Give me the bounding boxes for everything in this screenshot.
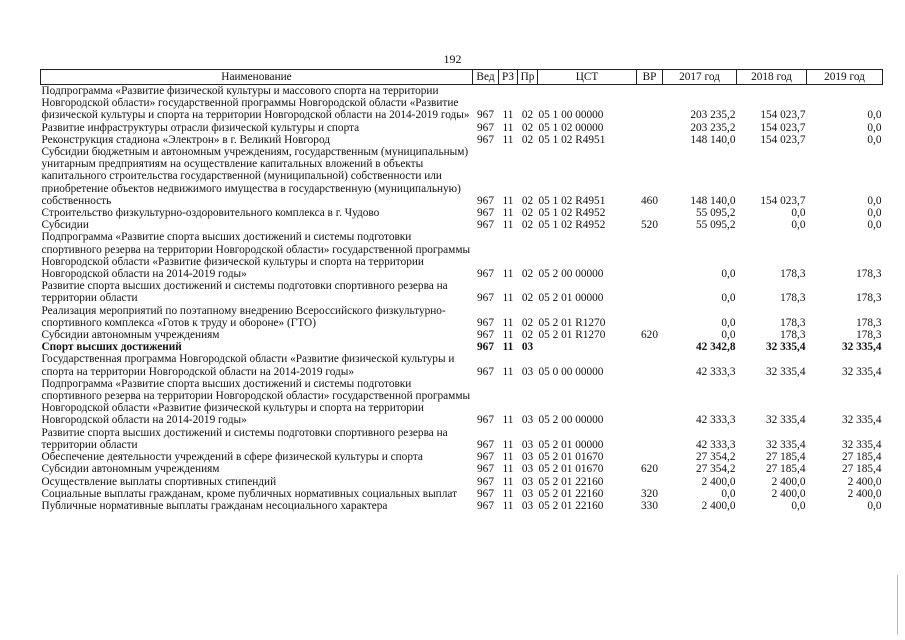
row-pr: 03 bbox=[521, 487, 534, 500]
row-cst: 05 1 02 R4952 bbox=[538, 219, 606, 232]
row-pr: 03 bbox=[521, 451, 534, 464]
row-2017: 148 140,0 bbox=[690, 194, 736, 207]
row-2017: 0,0 bbox=[721, 292, 736, 305]
table-row bbox=[41, 305, 883, 329]
row-cst: 05 2 00 00000 bbox=[538, 268, 604, 281]
row-vr bbox=[637, 122, 663, 134]
row-pr: 03 bbox=[521, 341, 534, 354]
page-number: 192 bbox=[443, 52, 462, 66]
header-pr: Пр bbox=[518, 70, 538, 85]
table-row bbox=[41, 134, 883, 146]
row-ved: 967 bbox=[477, 451, 494, 464]
row-2019: 32 335,4 bbox=[841, 438, 882, 451]
row-cst: 05 2 01 01670 bbox=[538, 463, 604, 476]
row-2019: 178,3 bbox=[856, 316, 882, 329]
table-row bbox=[41, 219, 883, 231]
row-vr bbox=[637, 85, 663, 122]
row-2018: 0,0 bbox=[791, 207, 806, 220]
row-cst: 05 2 01 01670 bbox=[538, 451, 604, 464]
row-2019: 178,3 bbox=[856, 268, 882, 281]
row-rz: 11 bbox=[502, 121, 514, 134]
row-2019: 178,3 bbox=[856, 329, 882, 342]
table-row bbox=[41, 280, 883, 304]
row-vr bbox=[637, 427, 663, 451]
row-2018: 2 400,0 bbox=[771, 487, 806, 500]
row-pr: 02 bbox=[521, 268, 534, 281]
table-row bbox=[41, 341, 883, 353]
row-2018: 154 023,7 bbox=[760, 194, 806, 207]
row-rz: 11 bbox=[502, 133, 514, 146]
row-rz: 11 bbox=[502, 365, 514, 378]
row-2019: 32 335,4 bbox=[841, 414, 882, 427]
row-vr bbox=[637, 451, 663, 463]
row-vr: 620 bbox=[641, 463, 658, 476]
header-cst: ЦСТ bbox=[538, 70, 637, 85]
row-rz: 11 bbox=[502, 329, 514, 342]
row-name: Строительство физкультурно-оздоровительного комплекса в г. Чудово bbox=[41, 207, 380, 220]
row-ved: 967 bbox=[477, 109, 494, 122]
row-ved: 967 bbox=[477, 292, 494, 305]
row-name: Обеспечение деятельности учреждений в сфере физической культуры и спорта bbox=[41, 451, 423, 464]
row-vr bbox=[637, 378, 663, 427]
row-rz: 11 bbox=[502, 438, 514, 451]
row-ved: 967 bbox=[477, 438, 494, 451]
row-cst: 05 1 02 R4951 bbox=[538, 133, 606, 146]
row-name: Реализация мероприятий по поэтапному внедрению Всероссийского физкультурно-спортивного комплекса «Готов к труду и обороне» (ГТО) bbox=[41, 304, 446, 329]
row-rz: 11 bbox=[502, 451, 514, 464]
row-2019: 0,0 bbox=[867, 194, 882, 207]
row-name: Публичные нормативные выплаты гражданам несоциального характера bbox=[41, 499, 388, 512]
header-rz: РЗ bbox=[499, 70, 518, 85]
header-2018: 2018 год bbox=[737, 70, 807, 85]
row-vr bbox=[637, 305, 663, 329]
row-2017: 42 333,3 bbox=[695, 365, 736, 378]
row-2018: 178,3 bbox=[780, 316, 806, 329]
header-name: Наименование bbox=[41, 70, 473, 85]
header-vr: ВР bbox=[637, 70, 663, 85]
header-2019: 2019 год bbox=[807, 70, 883, 85]
row-name: Развитие спорта высших достижений и системы подготовки спортивного резерва на территории области bbox=[41, 426, 448, 451]
row-2019: 32 335,4 bbox=[841, 365, 882, 378]
row-ved: 967 bbox=[477, 207, 494, 220]
table-row bbox=[41, 146, 883, 207]
row-vr bbox=[637, 207, 663, 219]
row-2018: 32 335,4 bbox=[765, 365, 806, 378]
row-ved: 967 bbox=[477, 499, 494, 512]
row-ved: 967 bbox=[477, 463, 494, 476]
row-vr bbox=[637, 134, 663, 146]
row-2019: 32 335,4 bbox=[841, 341, 882, 354]
row-2017: 0,0 bbox=[721, 316, 736, 329]
row-vr bbox=[637, 280, 663, 304]
row-name: Субсидии бюджетным и автономным учреждениям, государственным (муниципальным) унитарным предприятиям на осуществление капитальных вложений в объекты капитального строительства государственной (муниципальной) собственности или приобретение объектов недвижимого имущества в государственную (муниципальную) собственность bbox=[41, 146, 469, 207]
table-row bbox=[41, 85, 883, 122]
row-pr: 02 bbox=[521, 109, 534, 122]
row-ved: 967 bbox=[477, 414, 494, 427]
row-pr: 03 bbox=[521, 463, 534, 476]
row-rz: 11 bbox=[502, 487, 514, 500]
row-name: Подпрограмма «Развитие спорта высших достижений и системы подготовки спортивного резерва на территории Новгородской области» государственной программы Новгородской области «Развитие физической культуры и спорта на территории Новгородской области на 2014-2019 годы» bbox=[41, 231, 471, 281]
row-2018: 178,3 bbox=[780, 329, 806, 342]
row-vr bbox=[637, 353, 663, 377]
row-cst: 05 0 00 00000 bbox=[538, 365, 604, 378]
row-2017: 42 342,8 bbox=[695, 341, 736, 354]
table-row bbox=[41, 451, 883, 463]
row-2018: 0,0 bbox=[791, 219, 806, 232]
row-ved: 967 bbox=[477, 219, 494, 232]
row-cst: 05 2 01 22160 bbox=[538, 475, 604, 488]
table-row bbox=[41, 463, 883, 475]
row-vr: 520 bbox=[641, 219, 658, 232]
row-2017: 0,0 bbox=[721, 329, 736, 342]
row-2017: 203 235,2 bbox=[690, 109, 736, 122]
row-2017: 42 333,3 bbox=[695, 414, 736, 427]
row-2017: 0,0 bbox=[721, 268, 736, 281]
table-row bbox=[41, 207, 883, 219]
row-2017: 27 354,2 bbox=[695, 463, 736, 476]
row-cst: 05 2 01 R1270 bbox=[538, 329, 606, 342]
row-name: Развитие инфраструктуры отрасли физической культуры и спорта bbox=[41, 121, 360, 134]
row-vr: 330 bbox=[641, 499, 658, 512]
row-cst: 05 2 00 00000 bbox=[538, 414, 604, 427]
row-rz: 11 bbox=[502, 268, 514, 281]
row-pr: 03 bbox=[521, 365, 534, 378]
row-rz: 11 bbox=[502, 292, 514, 305]
row-2018: 154 023,7 bbox=[760, 121, 806, 134]
row-2019: 0,0 bbox=[867, 207, 882, 220]
row-2019: 0,0 bbox=[867, 121, 882, 134]
header-2017: 2017 год bbox=[663, 70, 737, 85]
row-name: Развитие спорта высших достижений и системы подготовки спортивного резерва на территории области bbox=[41, 280, 448, 305]
row-cst: 05 2 01 R1270 bbox=[538, 316, 606, 329]
row-2018: 178,3 bbox=[780, 268, 806, 281]
table-row bbox=[41, 476, 883, 488]
row-ved: 967 bbox=[477, 133, 494, 146]
row-pr: 03 bbox=[521, 414, 534, 427]
row-ved: 967 bbox=[477, 365, 494, 378]
row-2017: 203 235,2 bbox=[690, 121, 736, 134]
row-2017: 42 333,3 bbox=[695, 438, 736, 451]
row-name: Спорт высших достижений bbox=[41, 341, 182, 354]
row-rz: 11 bbox=[502, 207, 514, 220]
row-cst: 05 1 02 R4952 bbox=[538, 207, 606, 220]
row-ved: 967 bbox=[477, 268, 494, 281]
row-2019: 2 400,0 bbox=[847, 487, 882, 500]
row-ved: 967 bbox=[477, 329, 494, 342]
row-cst: 05 2 01 22160 bbox=[538, 499, 604, 512]
row-rz: 11 bbox=[502, 341, 514, 354]
row-cst: 05 2 01 00000 bbox=[538, 438, 604, 451]
row-ved: 967 bbox=[477, 121, 494, 134]
row-pr: 02 bbox=[521, 329, 534, 342]
row-cst: 05 1 02 R4951 bbox=[538, 194, 606, 207]
row-2017: 148 140,0 bbox=[690, 133, 736, 146]
row-2017: 0,0 bbox=[721, 487, 736, 500]
row-ved: 967 bbox=[477, 316, 494, 329]
row-pr: 02 bbox=[521, 133, 534, 146]
row-ved: 967 bbox=[477, 194, 494, 207]
row-pr: 03 bbox=[521, 438, 534, 451]
row-2018: 32 335,4 bbox=[765, 414, 806, 427]
row-2019: 0,0 bbox=[867, 219, 882, 232]
row-pr: 02 bbox=[521, 207, 534, 220]
row-name: Субсидии автономным учреждениям bbox=[41, 463, 220, 476]
table-row bbox=[41, 500, 883, 512]
row-vr bbox=[637, 476, 663, 488]
table-row bbox=[41, 353, 883, 377]
row-2018: 0,0 bbox=[791, 499, 806, 512]
row-cst bbox=[538, 341, 637, 353]
row-cst: 05 1 00 00000 bbox=[538, 109, 604, 122]
row-2019: 0,0 bbox=[867, 109, 882, 122]
row-vr: 620 bbox=[641, 329, 658, 342]
row-2017: 27 354,2 bbox=[695, 451, 736, 464]
row-vr bbox=[637, 341, 663, 353]
row-rz: 11 bbox=[502, 109, 514, 122]
table-row bbox=[41, 427, 883, 451]
row-name: Социальные выплаты гражданам, кроме публичных нормативных социальных выплат bbox=[41, 487, 458, 500]
budget-table bbox=[40, 69, 883, 512]
row-2018: 178,3 bbox=[780, 292, 806, 305]
row-2018: 154 023,7 bbox=[760, 133, 806, 146]
row-2017: 2 400,0 bbox=[701, 499, 736, 512]
row-ved: 967 bbox=[477, 487, 494, 500]
row-2019: 27 185,4 bbox=[841, 451, 882, 464]
row-pr: 02 bbox=[521, 194, 534, 207]
row-2018: 32 335,4 bbox=[765, 341, 806, 354]
table-row bbox=[41, 122, 883, 134]
row-rz: 11 bbox=[502, 194, 514, 207]
row-2018: 27 185,4 bbox=[765, 451, 806, 464]
row-name: Осуществление выплаты спортивных стипендий bbox=[41, 475, 277, 488]
row-rz: 11 bbox=[502, 219, 514, 232]
row-vr: 460 bbox=[641, 194, 658, 207]
row-rz: 11 bbox=[502, 499, 514, 512]
row-pr: 03 bbox=[521, 475, 534, 488]
row-2019: 0,0 bbox=[867, 133, 882, 146]
row-2019: 2 400,0 bbox=[847, 475, 882, 488]
page-edge-mark bbox=[897, 575, 902, 635]
row-pr: 03 bbox=[521, 499, 534, 512]
row-2019: 178,3 bbox=[856, 292, 882, 305]
row-name: Субсидии bbox=[41, 219, 89, 232]
row-2019: 27 185,4 bbox=[841, 463, 882, 476]
row-pr: 02 bbox=[521, 316, 534, 329]
row-cst: 05 2 01 22160 bbox=[538, 487, 604, 500]
table-row bbox=[41, 329, 883, 341]
table-row bbox=[41, 488, 883, 500]
row-name: Подпрограмма «Развитие физической культуры и массового спорта на территории Новгородской области» государственной программы Новгородской области «Развитие физической культуры и спорта на территории Новгородской области на 2014-2019 годы» bbox=[41, 85, 470, 122]
row-rz: 11 bbox=[502, 414, 514, 427]
row-name: Государственная программа Новгородской области «Развитие физической культуры и спорта на территории Новгородской области на 2014-2019 годы» bbox=[41, 353, 455, 378]
row-cst: 05 1 02 00000 bbox=[538, 121, 604, 134]
row-vr: 320 bbox=[641, 487, 658, 500]
row-2018: 154 023,7 bbox=[760, 109, 806, 122]
row-name: Подпрограмма «Развитие спорта высших достижений и системы подготовки спортивного резерва на территории Новгородской области» государственной программы Новгородской области «Развитие физической культуры и спорта на территории Новгородской области на 2014-2019 годы» bbox=[41, 377, 471, 427]
row-ved: 967 bbox=[477, 341, 494, 354]
row-rz: 11 bbox=[502, 463, 514, 476]
header-ved: Вед bbox=[473, 70, 499, 85]
row-2019: 0,0 bbox=[867, 499, 882, 512]
row-pr: 02 bbox=[521, 121, 534, 134]
table-header-row bbox=[41, 70, 883, 85]
row-2018: 2 400,0 bbox=[771, 475, 806, 488]
table-row bbox=[41, 231, 883, 280]
row-rz: 11 bbox=[502, 475, 514, 488]
row-ved: 967 bbox=[477, 475, 494, 488]
row-2018: 32 335,4 bbox=[765, 438, 806, 451]
row-2017: 2 400,0 bbox=[701, 475, 736, 488]
row-rz: 11 bbox=[502, 316, 514, 329]
row-2017: 55 095,2 bbox=[695, 219, 736, 232]
table-row bbox=[41, 378, 883, 427]
row-cst: 05 2 01 00000 bbox=[538, 292, 604, 305]
row-2017: 55 095,2 bbox=[695, 207, 736, 220]
row-pr: 02 bbox=[521, 292, 534, 305]
row-name: Субсидии автономным учреждениям bbox=[41, 329, 220, 342]
row-2018: 27 185,4 bbox=[765, 463, 806, 476]
row-pr: 02 bbox=[521, 219, 534, 232]
row-name: Реконструкция стадиона «Электрон» в г. Великий Новгород bbox=[41, 133, 331, 146]
row-vr bbox=[637, 231, 663, 280]
